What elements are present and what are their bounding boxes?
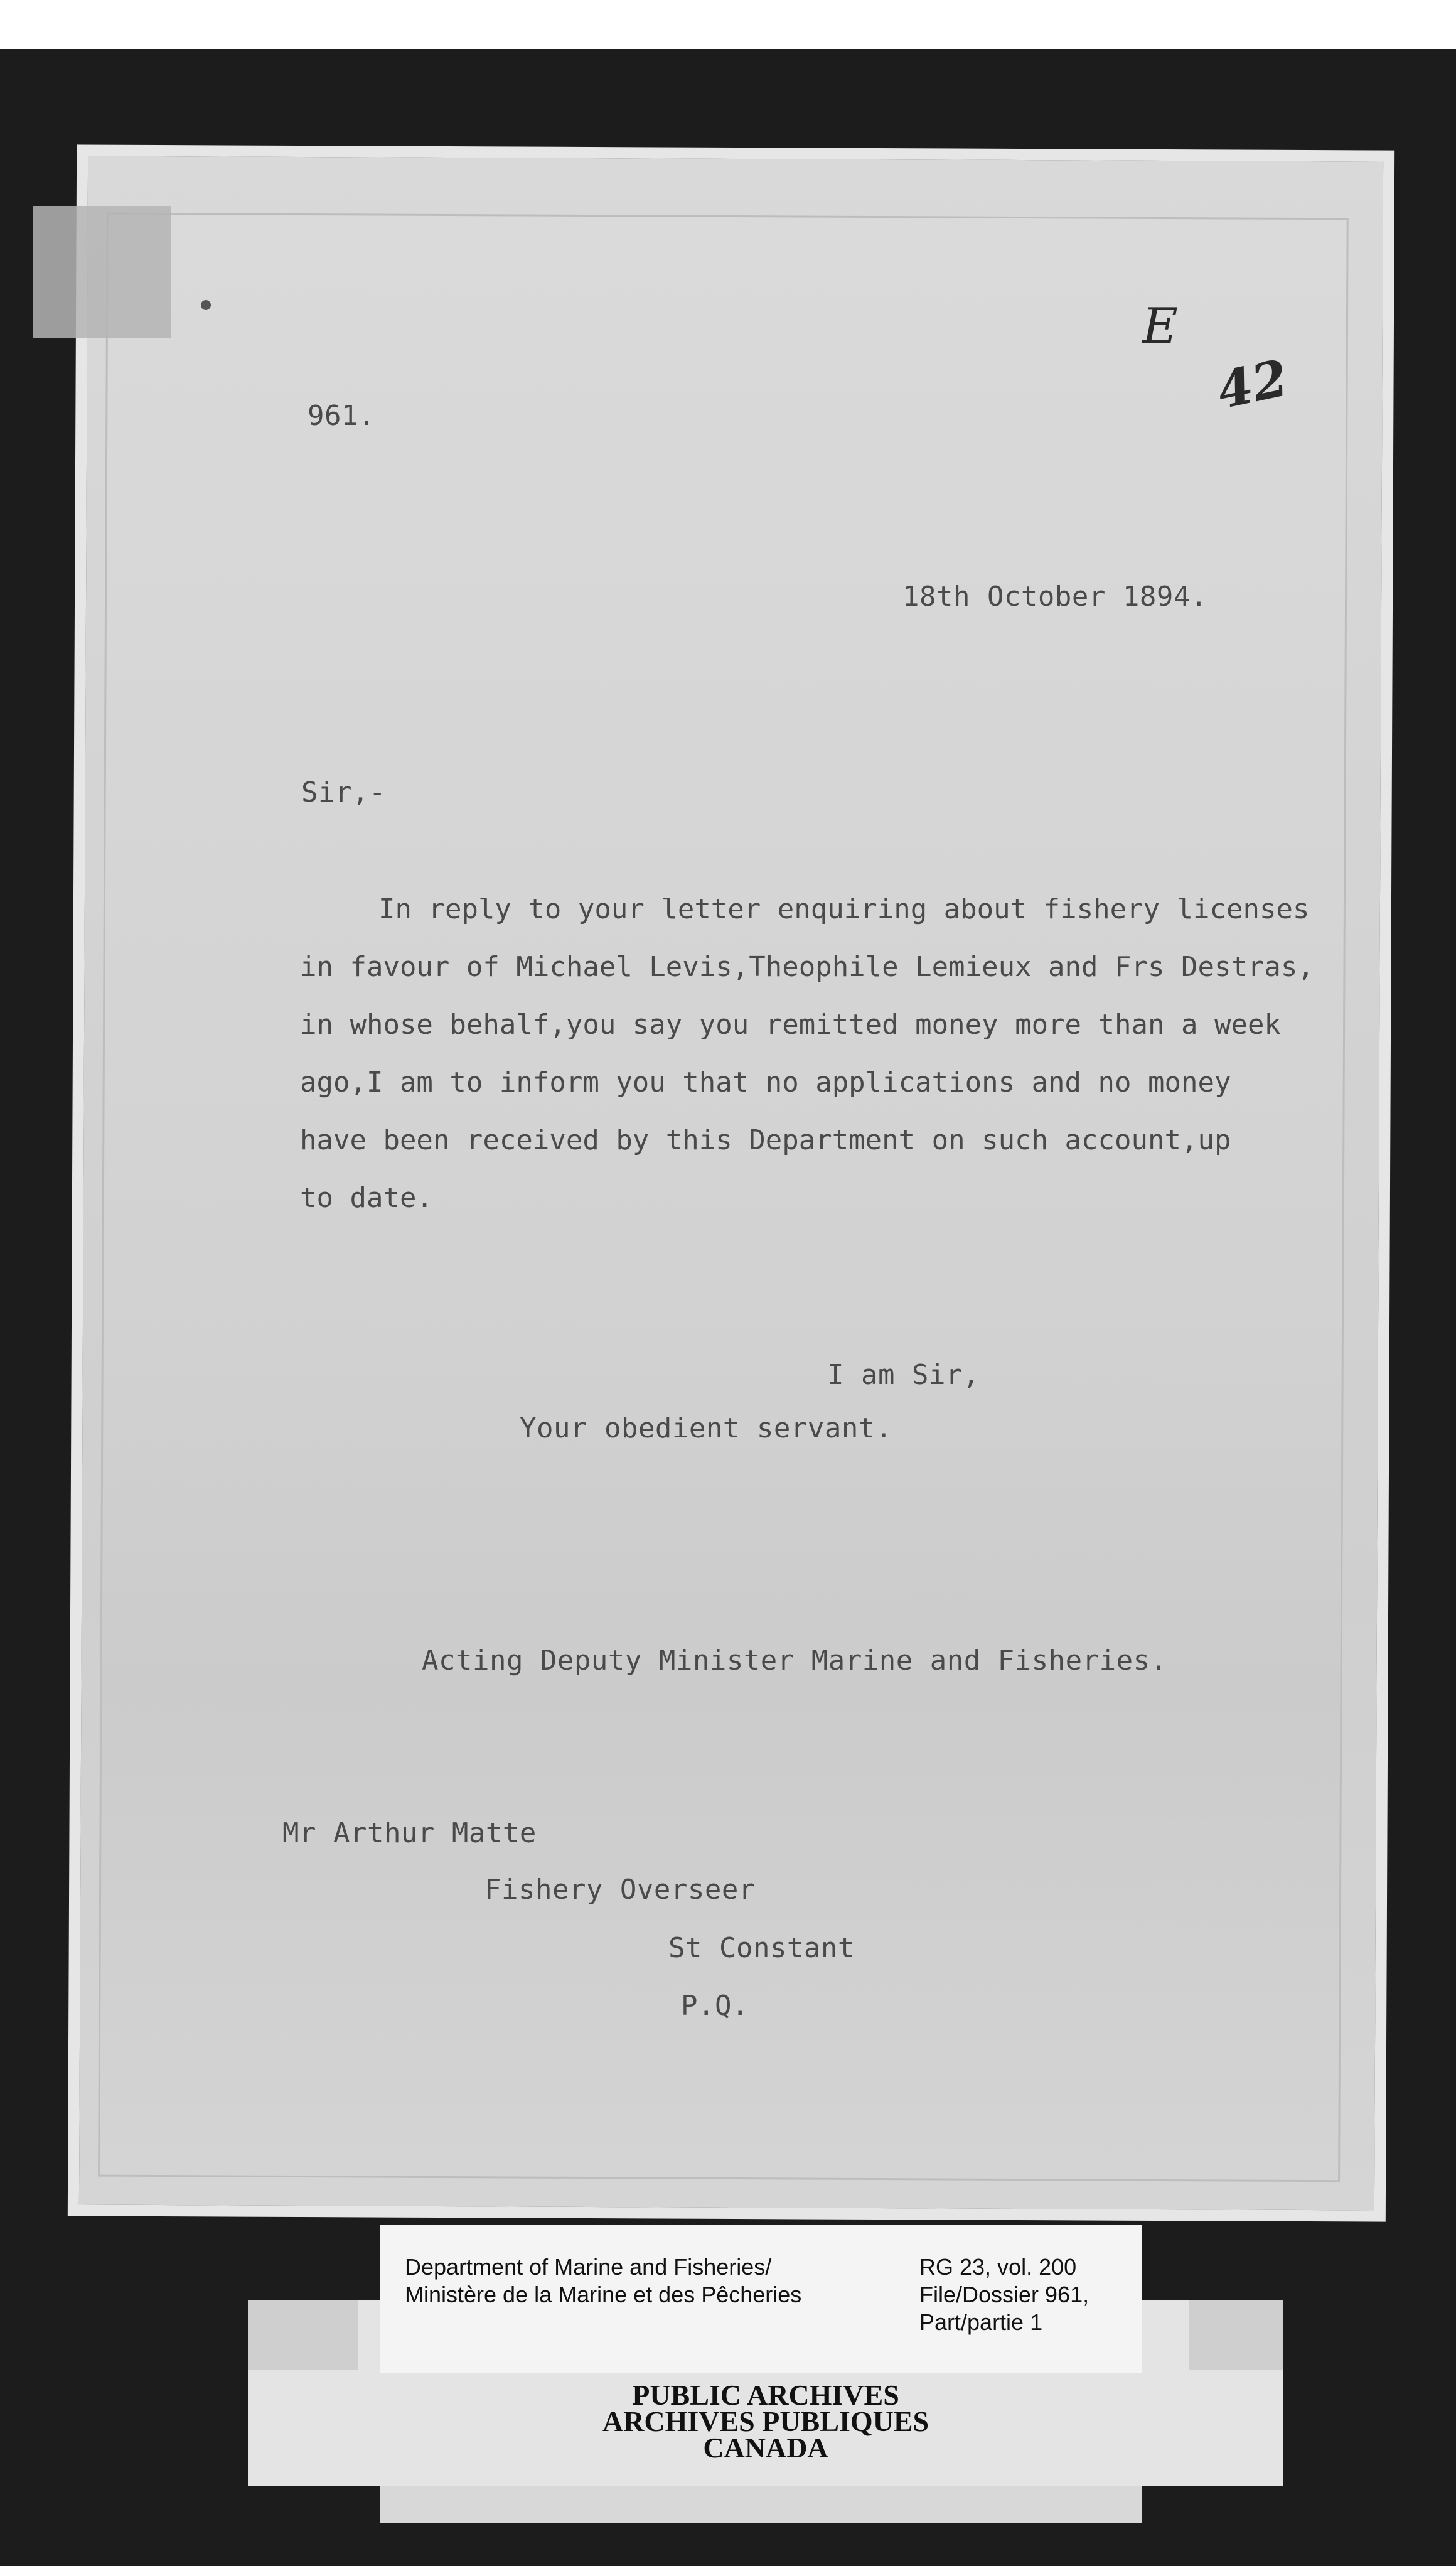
letter-date: 18th October 1894.	[902, 581, 1207, 613]
closing-line-2: Your obedient servant.	[520, 1412, 892, 1444]
letter-body	[300, 881, 1314, 1227]
stamp-line-3: CANADA	[703, 2432, 828, 2464]
stamp-line-1: PUBLIC ARCHIVES	[632, 2379, 899, 2411]
file-number: 961.	[308, 400, 375, 432]
body-line: have been received by this Department on such account,up	[300, 1124, 1231, 1156]
reference-file: File/Dossier 961,	[919, 2282, 1089, 2307]
stamp-line-2: ARCHIVES PUBLIQUES	[602, 2405, 929, 2437]
reference-volume: RG 23, vol. 200	[919, 2254, 1077, 2280]
body-line: In reply to your letter enquiring about fishery licenses	[378, 893, 1310, 925]
film-strip-edge	[380, 2486, 1142, 2523]
closing-line-1: I am Sir,	[827, 1359, 980, 1391]
stamp-notch-right	[1189, 2300, 1283, 2370]
handwritten-letter: E	[1142, 298, 1178, 355]
stamp-notch-left	[248, 2300, 358, 2370]
stamp-text	[248, 2379, 1283, 2464]
addressee-name: Mr Arthur Matte	[282, 1817, 537, 1849]
handwritten-page-number: 42	[1212, 348, 1293, 421]
body-line: in favour of Michael Levis,Theophile Lemieux and Frs Destras,	[300, 951, 1314, 983]
reference-part: Part/partie 1	[919, 2309, 1043, 2335]
archive-label	[380, 2225, 1142, 2373]
addressee-title: Fishery Overseer	[484, 1874, 756, 1906]
punch-hole-icon	[201, 300, 211, 310]
signature-title: Acting Deputy Minister Marine and Fisheries.	[422, 1645, 1167, 1677]
body-line: ago,I am to inform you that no applications and no money	[300, 1066, 1231, 1098]
addressee-province: P.Q.	[681, 1990, 749, 2022]
body-line: to date.	[300, 1182, 433, 1214]
addressee-place: St Constant	[668, 1932, 855, 1964]
department-french: Ministère de la Marine et des Pêcheries	[405, 2282, 802, 2307]
body-line: in whose behalf,you say you remitted money more than a week	[300, 1009, 1281, 1041]
archive-label-reference	[919, 2253, 1089, 2336]
salutation: Sir,-	[301, 776, 386, 808]
corner-tab-mark	[33, 206, 171, 338]
department-english: Department of Marine and Fisheries/	[405, 2254, 772, 2280]
archive-label-department	[405, 2253, 801, 2309]
